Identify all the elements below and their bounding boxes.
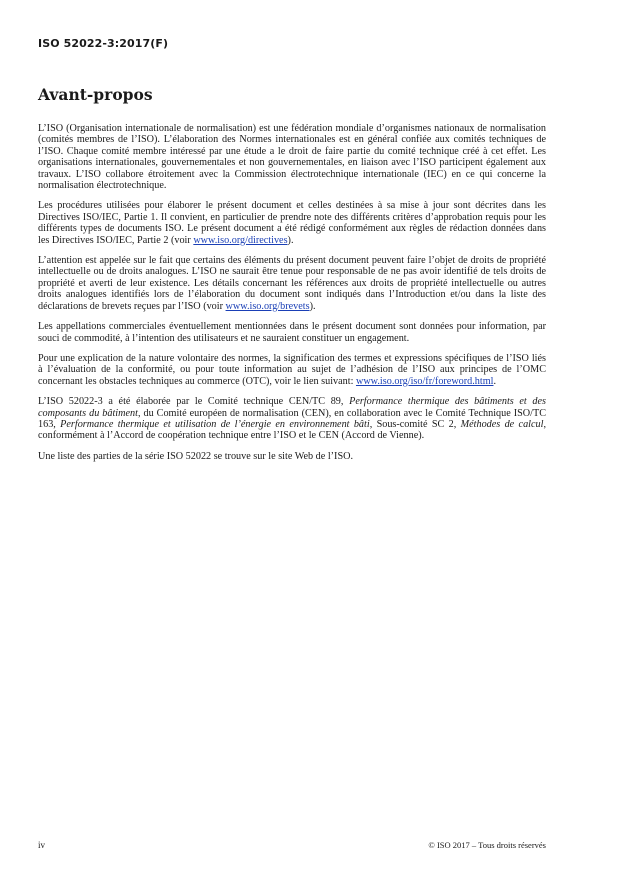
section-title: Avant-propos [38,85,153,104]
paragraph-patents [38,255,546,312]
paragraph-procedures [38,200,546,246]
committee-title: Performance thermique et utilisation de l’énergie en environnement bâti [60,418,370,430]
paragraph-text: , conformément à l’Accord de coopération technique entre l’ISO et le CEN (Accord de Vienne). [38,418,546,442]
page-number: iv [38,840,46,850]
paragraph-committee [38,396,546,442]
paragraph-voluntary-nature [38,353,546,387]
paragraph-tail: . [493,375,497,387]
patents-link[interactable]: www.iso.org/brevets [225,300,310,312]
paragraph-tail: ). [309,300,316,312]
paragraph-text: L’attention est appelée sur le fait que certains des éléments du présent document peuvent faire l’objet de droits de propriété intellectuelle ou de droits analogues. L’ISO ne saurait être tenue pour responsable de ne pas avoir identifié de tels droits de propriété et averti de leur existence. Les détails concernant les références aux droits de propriété intellectuelle ou autres droits analogues identifiés lors de l’élaboration du document sont indiqués dans l’Introduction et/ou dans la liste des déclarations de brevets reçues par l’ISO (voir [38,255,546,312]
document-id-header: ISO 52022-3:2017(F) [38,37,169,50]
paragraph-text: Les procédures utilisées pour élaborer le présent document et celles destinées à sa mise à jour sont décrites dans les Directives ISO/IEC, Partie 1. Il convient, en particulier de prendre note des différents critères d’approbation requis pour les différents types de documents ISO. Le présent document a été rédigé conformément aux règles de rédaction données dans les Directives ISO/IEC, Partie 2 (voir [38,200,546,246]
subcommittee-title: Méthodes de calcul [460,418,544,430]
foreword-body [38,123,546,471]
paragraph-text: , Sous-comité SC 2, [369,418,461,430]
committee-title: Performance thermique des bâtiments et des composants du bâtiment [38,396,547,419]
paragraph-tail: ). [287,234,294,246]
foreword-link[interactable]: www.iso.org/iso/fr/foreword.html [355,375,494,387]
copyright-notice: © ISO 2017 – Tous droits réservés [428,840,546,850]
paragraph-text: Pour une explication de la nature volontaire des normes, la signification des termes et expressions spécifiques de l’ISO liés à l’évaluation de la conformité, ou pour toute information au sujet de l’adhésion de l’ISO aux principes de l’OMC concernant les obstacles techniques au commerce (OTC), voir le lien suivant: [38,352,546,387]
paragraph-text: , du Comité européen de normalisation (CEN), en collaboration avec le Comité Technique ISO/TC 163, [38,407,546,430]
paragraph-iso-intro: L’ISO (Organisation internationale de normalisation) est une fédération mondiale d’organismes nationaux de normalisation (comités membres de l’ISO). L’élaboration des Normes internationales est en général confiée aux comités techniques de l’ISO. Chaque comité membre intéressé par une étude a le droit de faire partie du comité technique créé à cet effet. Les organisations internationales, gouvernementales et non gouvernementales, en liaison avec l’ISO participent également aux travaux. L’ISO collabore étroitement avec la Commission électrotechnique internationale (IEC) en ce qui concerne la normalisation électrotechnique. [38,123,546,192]
paragraph-trade-names: Les appellations commerciales éventuellement mentionnées dans le présent document sont données pour information, par souci de commodité, à l’intention des utilisateurs et ne sauraient constituer un engagement. [38,321,546,344]
directives-link[interactable]: www.iso.org/directives [193,234,288,246]
paragraph-text: L’ISO 52022-3 a été élaborée par le Comité technique CEN/TC 89, [38,396,350,408]
paragraph-series-list: Une liste des parties de la série ISO 52022 se trouve sur le site Web de l’ISO. [38,450,354,462]
